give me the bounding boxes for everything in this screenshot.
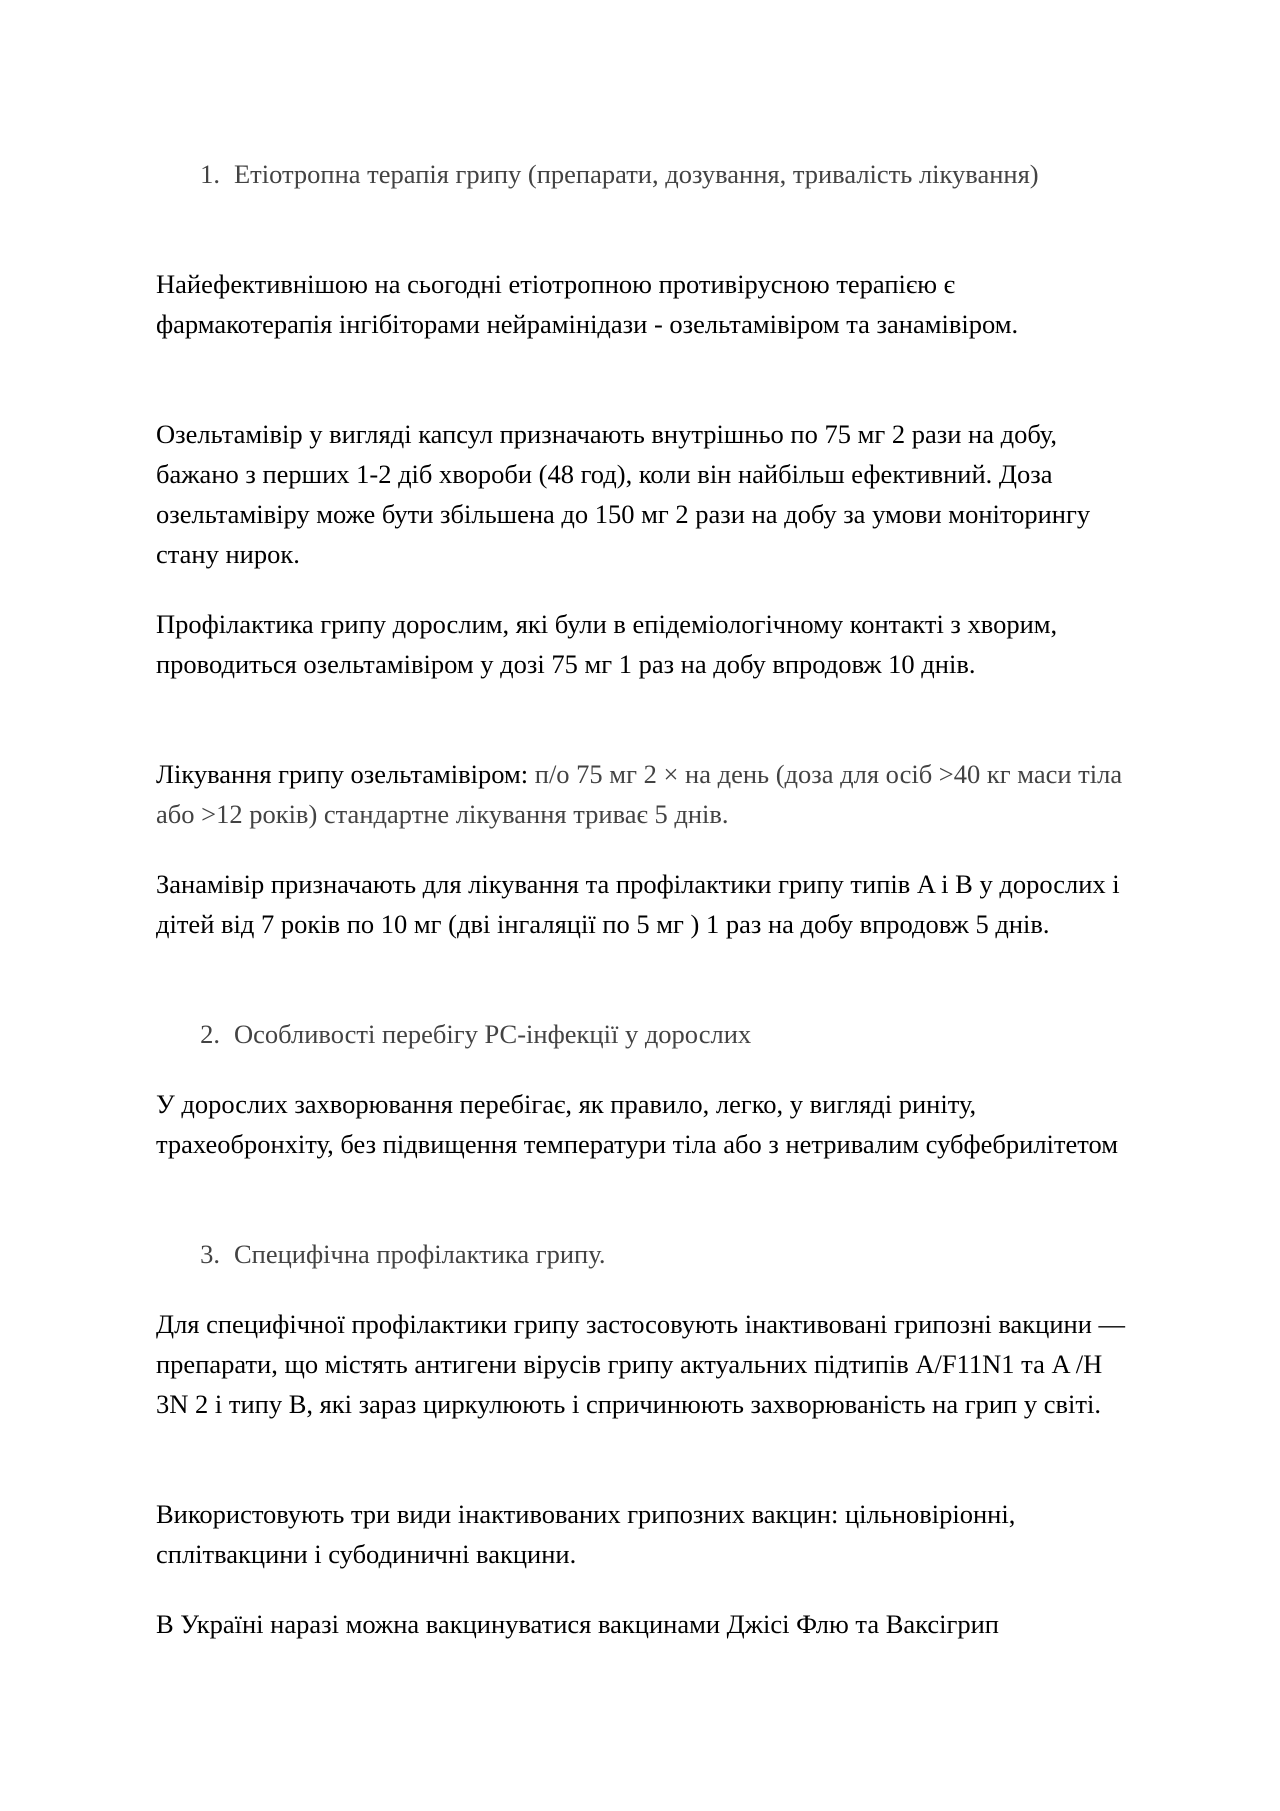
- list-number: 3.: [200, 1239, 220, 1269]
- list-number: 2.: [200, 1019, 220, 1049]
- paragraph-prophylaxis: Профілактика грипу дорослим, які були в епідеміологічному контакті з хворим, проводиться озельтамівіром у дозі 75 мг 1 раз на добу впродовж 10 днів.: [156, 609, 1058, 679]
- paragraph-vaccine-types: Використовують три види інактивованих грипозних вакцин: цільновіріонні, сплітвакцини і субодиничні вакцини.: [156, 1499, 1016, 1569]
- treatment-lead: Лікування грипу озельтамівіром:: [156, 759, 535, 789]
- paragraph-treatment: [156, 754, 1136, 834]
- section-heading-1: [156, 154, 1056, 194]
- paragraph-zanamivir: Занамівір призначають для лікування та профілактики грипу типів A і B у дорослих і дітей від 7 років по 10 мг (дві інгаляції по 5 мг ) 1 раз на добу впродовж 5 днів.: [156, 869, 1120, 939]
- treatment-detail: п/o 75 мг 2 × на день (доза для осіб >40 кг маси тіла або >12 років) стандартне лікування триває 5 днів.: [156, 759, 1123, 829]
- section-heading-2: [156, 1014, 1056, 1054]
- section-title: Специфічна профілактика грипу.: [234, 1239, 606, 1269]
- paragraph-neuraminidase: Найефективнішою на сьогодні етіотропною противірусною терапією є фармакотерапія інгібіторами нейрамінідази - озельтамівіром та занамівіром.: [156, 269, 1019, 339]
- section-title: Етіотропна терапія грипу (препарати, дозування, тривалість лікування): [234, 159, 1039, 189]
- section-title: Особливості перебігу РС-інфекції у дорослих: [234, 1019, 752, 1049]
- section-heading-3: [156, 1234, 1056, 1274]
- paragraph-vaccines: Для специфічної профілактики грипу застосовують інактивовані грипозні вакцини — препарати, що містять антигени вірусів грипу актуальних підтипів A/F11N1 та A /H 3N 2 і типу B, які зараз циркулюють і спричинюють захворюваність на грип у світі.: [156, 1309, 1126, 1419]
- paragraph-rsv-adults: У дорослих захворювання перебігає, як правило, легко, у вигляді риніту, трахеобронхіту, без підвищення температури тіла або з нетривалим субфебрилітетом: [156, 1089, 1118, 1159]
- paragraph-ukraine-vaccines: В Україні наразі можна вакцинуватися вакцинами Джісі Флю та Ваксігрип: [156, 1609, 999, 1639]
- paragraph-oseltamivir-dosage: Озельтамівір у вигляді капсул призначають внутрішньо по 75 мг 2 рази на добу, бажано з перших 1-2 діб хвороби (48 год), коли він найбільш ефективний. Доза озельтамівіру може бути збільшена до 150 мг 2 рази на добу за умови моніторингу стану нирок.: [156, 419, 1091, 569]
- list-number: 1.: [200, 159, 220, 189]
